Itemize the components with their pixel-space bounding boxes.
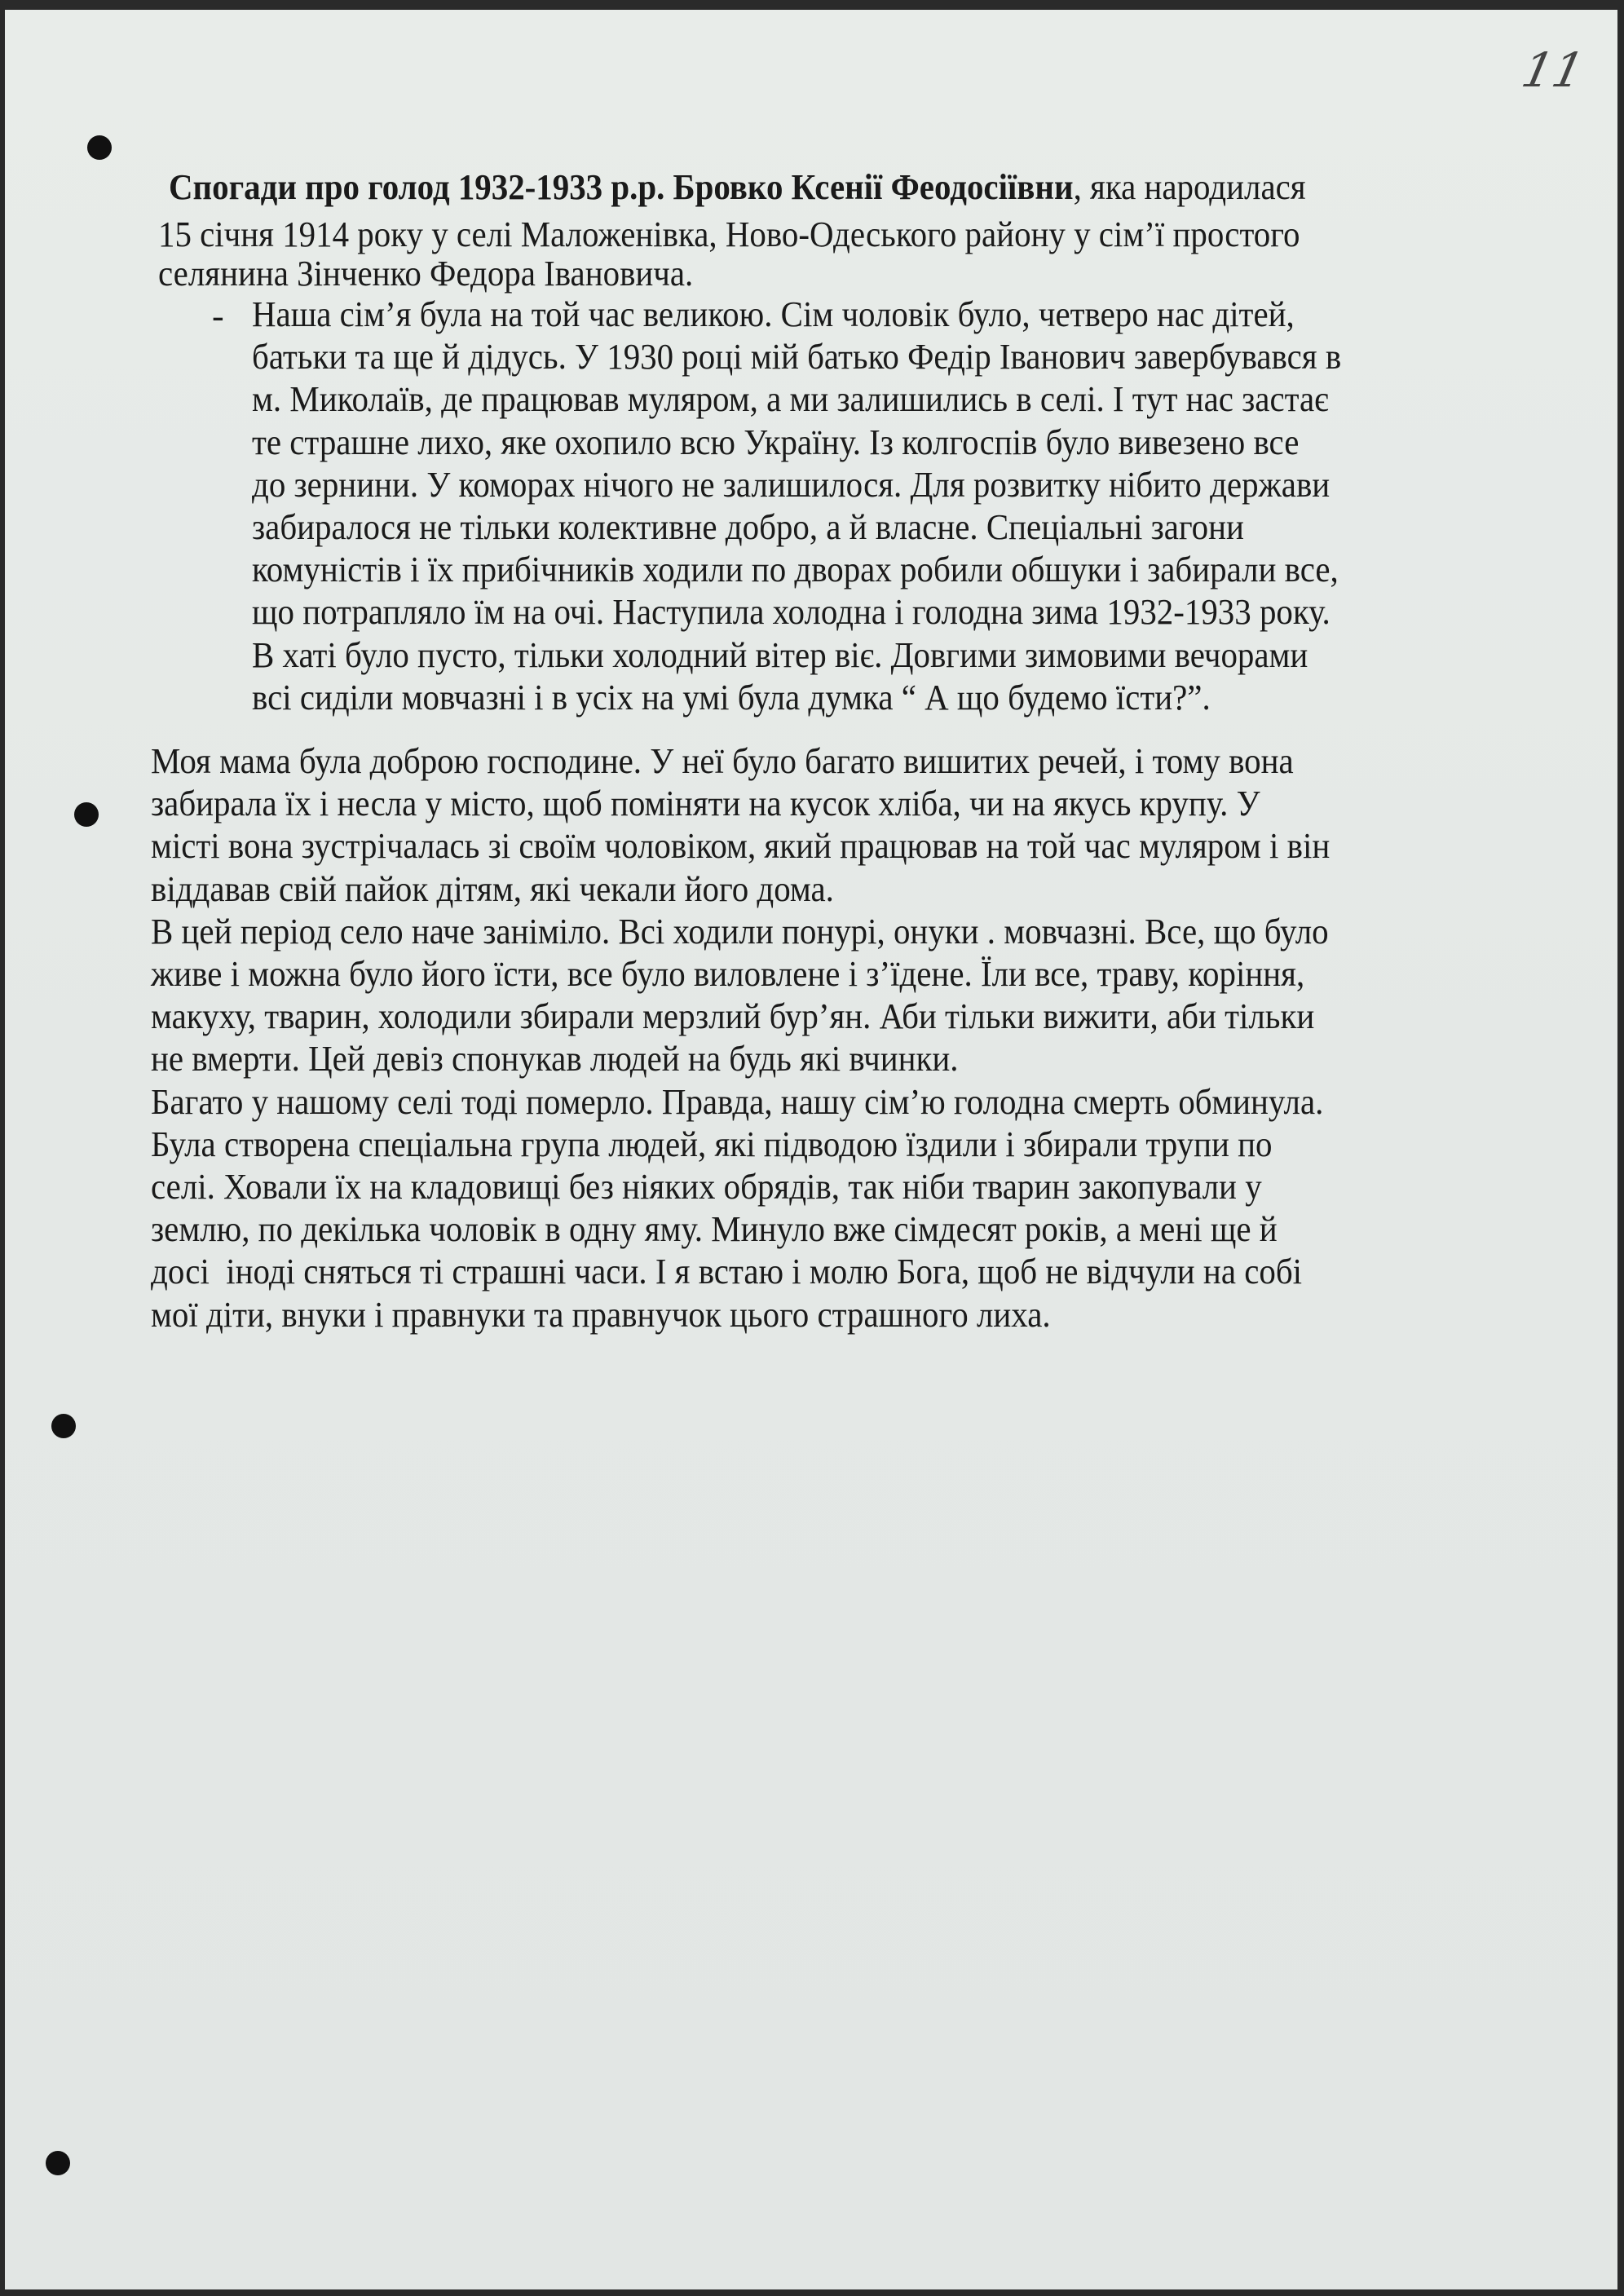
body-text-line: мої діти, внуки і правнуки та правнучок цього страшного лиха. (151, 1294, 1051, 1335)
body-text-line: землю, по декілька чоловік в одну яму. Минуло вже сімдесят років, а мені ще й (151, 1209, 1278, 1250)
bullet-text-line: м. Миколаїв, де працював муляром, а ми залишились в селі. І тут нас застає (252, 379, 1329, 420)
punch-hole-icon (87, 135, 112, 160)
bullet-text-line: до зернини. У коморах нічого не залишилося. Для розвитку нібито держави (252, 464, 1331, 505)
bullet-text-line: забиралося не тільки колективне добро, а й власне. Спеціальні загони (252, 507, 1244, 547)
body-text-line: В цей період село наче заніміло. Всі ходили понурі, онуки . мовчазні. Все, що було (151, 911, 1329, 952)
bullet-text-line: що потрапляло їм на очі. Наступила холодна і голодна зима 1932-1933 року. (252, 592, 1331, 633)
body-text-line: Була створена спеціальна група людей, які підводою їздили і збирали трупи по (151, 1124, 1273, 1164)
body-text-line: місті вона зустрічалась зі своїм чоловіком, який працював на той час муляром і він (151, 826, 1331, 867)
body-text-line: Багато у нашому селі тоді померло. Правда, нашу сім’ю голодна смерть обминула. (151, 1081, 1324, 1122)
punch-hole-icon (46, 2151, 70, 2175)
body-text-line: селі. Ховали їх на кладовищі без ніяких обрядів, так ніби тварин закопували у (151, 1167, 1262, 1207)
bullet-text-line: всі сиділи мовчазні і в усіх на умі була думка “ А що будемо їсти?”. (252, 677, 1211, 718)
body-text-line: живе і можна було його їсти, все було виловлене і з’їдене. Їли все, траву, коріння, (151, 954, 1305, 994)
title-line (169, 167, 1306, 207)
body-text-line: Моя мама була доброю господине. У неї було багато вишитих речей, і тому вона (151, 741, 1294, 781)
bullet-marker: - (212, 296, 224, 336)
bullet-text-line: В хаті було пусто, тільки холодний вітер віє. Довгими зимовими вечорами (252, 634, 1308, 675)
bullet-text-line: комуністів і їх прибічників ходили по дворах робили обшуки і забирали все, (252, 550, 1339, 590)
bullet-text-line: те страшне лихо, яке охопило всю Україну. Із колгоспів було вивезено все (252, 422, 1300, 462)
intro-line: селянина Зінченко Федора Івановича. (158, 254, 694, 294)
bullet-text-line: Наша сім’я була на той час великою. Сім чоловік було, четверо нас дітей, (252, 294, 1295, 334)
document-page (5, 10, 1617, 2289)
body-text-line: макуху, тварин, холодили збирали мерзлий бур’ян. Аби тільки вижити, аби тільки (151, 996, 1315, 1037)
punch-hole-icon (74, 802, 99, 827)
body-text-line: забирала їх і несла у місто, щоб поміняти на кусок хліба, чи на якусь крупу. У (151, 784, 1260, 824)
bullet-text-line: батьки та ще й дідусь. У 1930 році мій батько Федір Іванович завербувався в (252, 337, 1342, 378)
intro-line: 15 січня 1914 року у селі Маложенівка, Ново-Одеського району у сім’ї простого (158, 214, 1300, 254)
title-continuation: , яка народилася (1073, 167, 1306, 207)
handwritten-page-number: 11 (1516, 42, 1590, 98)
body-text-line: не вмерти. Цей девіз спонукав людей на будь які вчинки. (151, 1039, 959, 1080)
punch-hole-icon (51, 1414, 76, 1438)
body-text-line: віддавав свій пайок дітям, які чекали його дома. (151, 868, 834, 909)
body-text-line: досі іноді сняться ті страшні часи. І я встаю і молю Бога, щоб не відчули на собі (151, 1252, 1303, 1292)
document-title: Спогади про голод 1932-1933 р.р. Бровко Ксенії Феодосіївни (169, 167, 1074, 207)
